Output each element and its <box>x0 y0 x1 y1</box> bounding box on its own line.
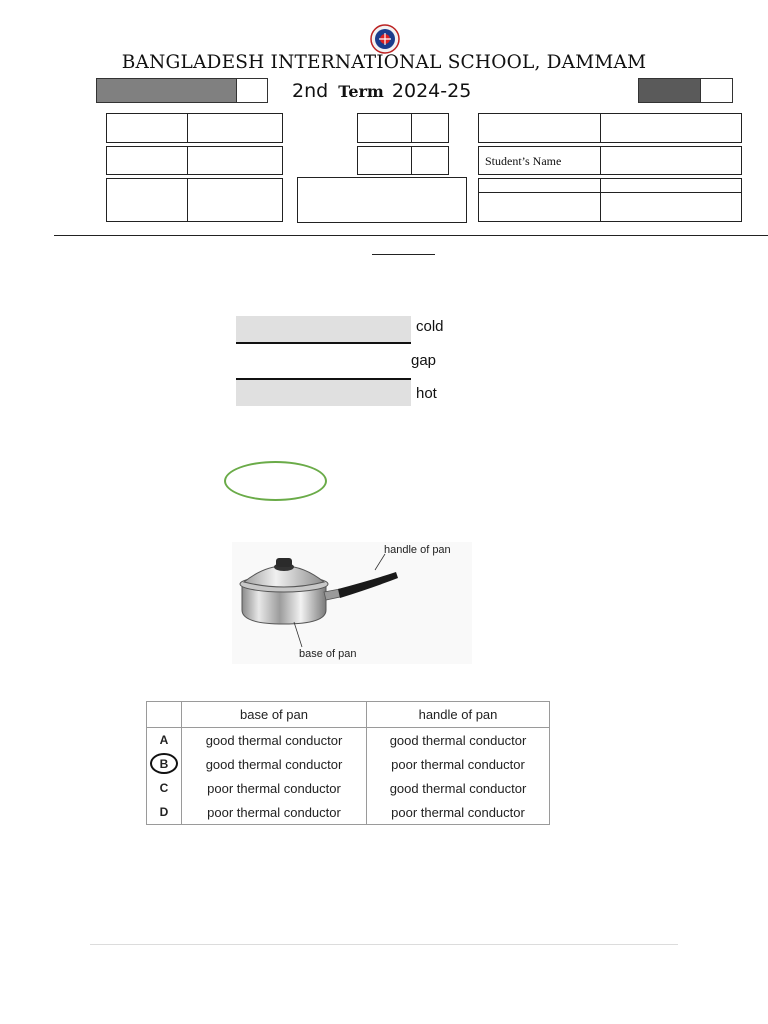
info-wide-box[interactable] <box>297 177 467 223</box>
option-letter: C <box>147 776 182 800</box>
handle-cell: poor thermal conductor <box>367 800 550 825</box>
hot-label: hot <box>416 385 437 402</box>
pan-figure <box>232 542 472 664</box>
info-value-box-5[interactable] <box>411 146 449 175</box>
student-name-label: Student’s Name <box>485 154 562 168</box>
table-row <box>147 800 550 825</box>
info-label-box-7 <box>478 178 601 193</box>
gap-label: gap <box>411 352 437 369</box>
school-logo <box>370 24 400 54</box>
info-label-box-3 <box>106 178 188 222</box>
info-label-box-5 <box>357 146 412 175</box>
base-cell: poor thermal conductor <box>182 800 367 825</box>
marks-bar <box>638 78 701 103</box>
info-value-box-1[interactable] <box>187 113 283 143</box>
term-heading <box>292 80 471 102</box>
option-letter-circled <box>147 752 182 776</box>
base-cell: poor thermal conductor <box>182 776 367 800</box>
section-underline <box>372 254 435 255</box>
handle-cell: good thermal conductor <box>367 776 550 800</box>
marks-box <box>700 78 733 103</box>
table-row <box>147 776 550 800</box>
term-word: Term <box>338 82 384 101</box>
student-name-field[interactable] <box>600 146 742 175</box>
handle-cell: good thermal conductor <box>367 728 550 753</box>
base-label: base of pan <box>299 648 357 660</box>
school-title: BANGLADESH INTERNATIONAL SCHOOL, DAMMAM <box>121 52 647 73</box>
header-blank <box>147 702 182 728</box>
info-value-box-3[interactable] <box>187 178 283 222</box>
base-cell: good thermal conductor <box>182 752 367 776</box>
option-letter: A <box>147 728 182 753</box>
pan-illustration <box>232 542 472 664</box>
info-label-box-2 <box>106 146 188 175</box>
base-cell: good thermal conductor <box>182 728 367 753</box>
handle-cell: poor thermal conductor <box>367 752 550 776</box>
cold-label: cold <box>416 318 444 335</box>
info-value-box-8[interactable] <box>600 192 742 222</box>
info-label-box-6 <box>478 113 601 143</box>
answer-table <box>146 701 550 825</box>
answer-circle <box>150 753 178 774</box>
table-row <box>147 752 550 776</box>
info-value-box-7[interactable] <box>600 178 742 193</box>
subject-box <box>236 78 268 103</box>
table-row <box>147 728 550 753</box>
info-value-box-4[interactable] <box>411 113 449 143</box>
hot-plate <box>236 380 411 406</box>
term-year: 2024-25 <box>391 80 472 102</box>
info-value-box-2[interactable] <box>187 146 283 175</box>
option-letter: D <box>147 800 182 825</box>
cold-plate-edge <box>236 342 411 344</box>
header-base: base of pan <box>182 702 367 728</box>
footer-divider <box>90 944 678 945</box>
answer-oval <box>224 461 327 501</box>
info-value-box-6[interactable] <box>600 113 742 143</box>
term-number: 2nd <box>292 80 329 102</box>
info-label-box-1 <box>106 113 188 143</box>
info-label-box-8 <box>478 192 601 222</box>
header-divider <box>54 235 768 236</box>
table-header-row <box>147 702 550 728</box>
cold-plate <box>236 316 411 342</box>
info-label-box-4 <box>357 113 412 143</box>
handle-label: handle of pan <box>384 544 451 556</box>
student-name-label-box <box>478 146 601 175</box>
option-letter: B <box>159 757 169 771</box>
header-handle: handle of pan <box>367 702 550 728</box>
subject-bar <box>96 78 237 103</box>
